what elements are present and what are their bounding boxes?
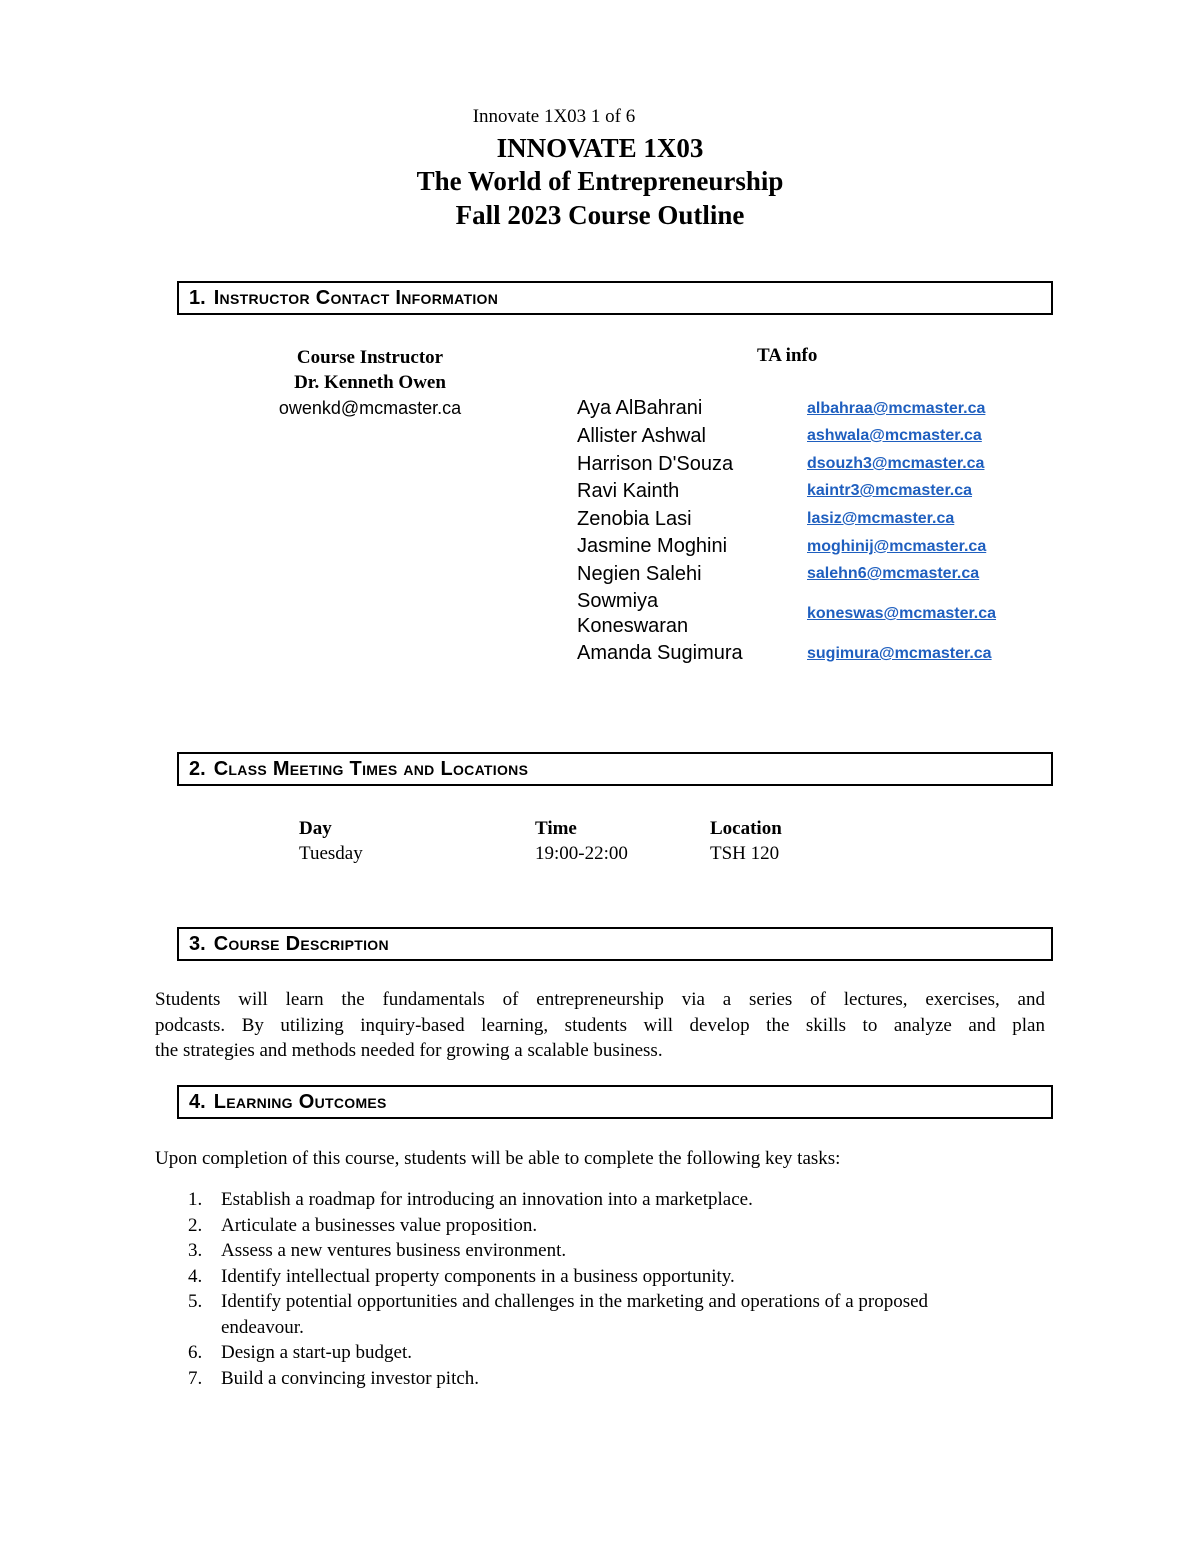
list-item-text: Identify potential opportunities and challenges in the marketing and operations of a proposed endeavour.: [221, 1291, 929, 1338]
course-instructor-name: Dr. Kenneth Owen: [294, 372, 446, 393]
ta-name: Sowmiya Koneswaran: [577, 590, 689, 637]
ta-email-link[interactable]: salehn6@mcmaster.ca: [807, 565, 980, 582]
section-number: 3.: [189, 932, 206, 955]
list-item-text: Build a convincing investor pitch.: [221, 1367, 480, 1389]
list-item-number: 2.: [188, 1214, 203, 1236]
list-item-number: 6.: [188, 1342, 203, 1363]
section-number: 1.: [189, 286, 206, 309]
list-item-text: Articulate a businesses value proposition.: [221, 1214, 538, 1236]
description-line: the strategies and methods needed for growing a scalable business.: [155, 1040, 663, 1061]
outcomes-intro: Upon completion of this course, students will be able to complete the following key tasks:: [155, 1148, 841, 1169]
description-line: Students will learn the fundamentals of entrepreneurship via a series of lectures, exercises, and: [155, 989, 1045, 1010]
list-item-number: 1.: [188, 1189, 203, 1210]
section-header-course-description: [177, 927, 1053, 961]
ta-name: Aya AlBahrani: [577, 397, 703, 419]
list-item-number: 3.: [188, 1240, 203, 1261]
list-item-text: Identify intellectual property components in a business opportunity.: [221, 1265, 735, 1287]
ta-name: Jasmine Moghini: [577, 535, 728, 557]
ta-email-link[interactable]: kaintr3@mcmaster.ca: [807, 482, 973, 499]
course-instructor-email: owenkd@mcmaster.ca: [278, 398, 462, 418]
ta-name: Zenobia Lasi: [577, 508, 692, 530]
section-title: Instructor Contact Information: [213, 286, 499, 309]
ta-name: Negien Salehi: [577, 563, 702, 585]
ta-email-link[interactable]: koneswas@mcmaster.ca: [807, 605, 997, 622]
list-item-text: Establish a roadmap for introducing an innovation into a marketplace.: [221, 1189, 753, 1210]
meeting-location: TSH 120: [710, 843, 780, 864]
list-item: [188, 1238, 988, 1264]
section-header-learning-outcomes: [177, 1085, 1053, 1119]
list-item-number: 5.: [188, 1291, 203, 1312]
list-item: [188, 1264, 988, 1290]
ta-name: Allister Ashwal: [577, 425, 706, 447]
running-header: Innovate 1X03 1 of 6: [472, 106, 636, 127]
ta-info-heading: TA info: [757, 345, 818, 366]
ta-email-link[interactable]: dsouzh3@mcmaster.ca: [807, 455, 985, 472]
course-description: [155, 987, 1045, 1064]
list-item: [188, 1340, 988, 1366]
list-item-text: Assess a new ventures business environment.: [221, 1240, 567, 1261]
section-number: 4.: [189, 1090, 206, 1113]
section-header-class-meetings: [177, 752, 1053, 786]
document-title: INNOVATE 1X03: [496, 133, 704, 163]
ta-email-link[interactable]: sugimura@mcmaster.ca: [807, 645, 992, 662]
section-title: Learning Outcomes: [213, 1090, 387, 1113]
meeting-header-time: Time: [535, 818, 577, 839]
section-title: Class Meeting Times and Locations: [213, 757, 529, 780]
ta-name: Harrison D'Souza: [577, 453, 734, 475]
ta-email-link[interactable]: lasiz@mcmaster.ca: [807, 510, 955, 527]
ta-name: Ravi Kainth: [577, 480, 680, 502]
document-subtitle: The World of Entrepreneurship: [416, 166, 784, 196]
meeting-header-day: Day: [299, 818, 332, 839]
meeting-time: 19:00-22:00: [535, 843, 628, 864]
list-item-number: 4.: [188, 1265, 203, 1287]
list-item: [188, 1213, 988, 1239]
ta-name: Amanda Sugimura: [577, 642, 743, 664]
meeting-header-location: Location: [710, 818, 782, 839]
course-instructor-block: [230, 345, 510, 421]
list-item: [188, 1366, 988, 1392]
section-number: 2.: [189, 757, 206, 780]
ta-email-link[interactable]: ashwala@mcmaster.ca: [807, 427, 982, 444]
ta-email-link[interactable]: albahraa@mcmaster.ca: [807, 400, 986, 417]
ta-email-link[interactable]: moghinij@mcmaster.ca: [807, 538, 987, 555]
outcomes-list: [188, 1187, 988, 1391]
section-header-instructor-contact: [177, 281, 1053, 315]
course-instructor-label: Course Instructor: [296, 347, 444, 368]
list-item-number: 7.: [188, 1367, 203, 1389]
list-item: [188, 1289, 988, 1340]
list-item: [188, 1187, 988, 1213]
description-line: podcasts. By utilizing inquiry-based learning, students will develop the skills to analyze and plan: [155, 1014, 1045, 1036]
section-title: Course Description: [213, 932, 389, 955]
document-term: Fall 2023 Course Outline: [455, 200, 745, 230]
meeting-day: Tuesday: [299, 843, 363, 864]
list-item-text: Design a start-up budget.: [221, 1342, 413, 1363]
